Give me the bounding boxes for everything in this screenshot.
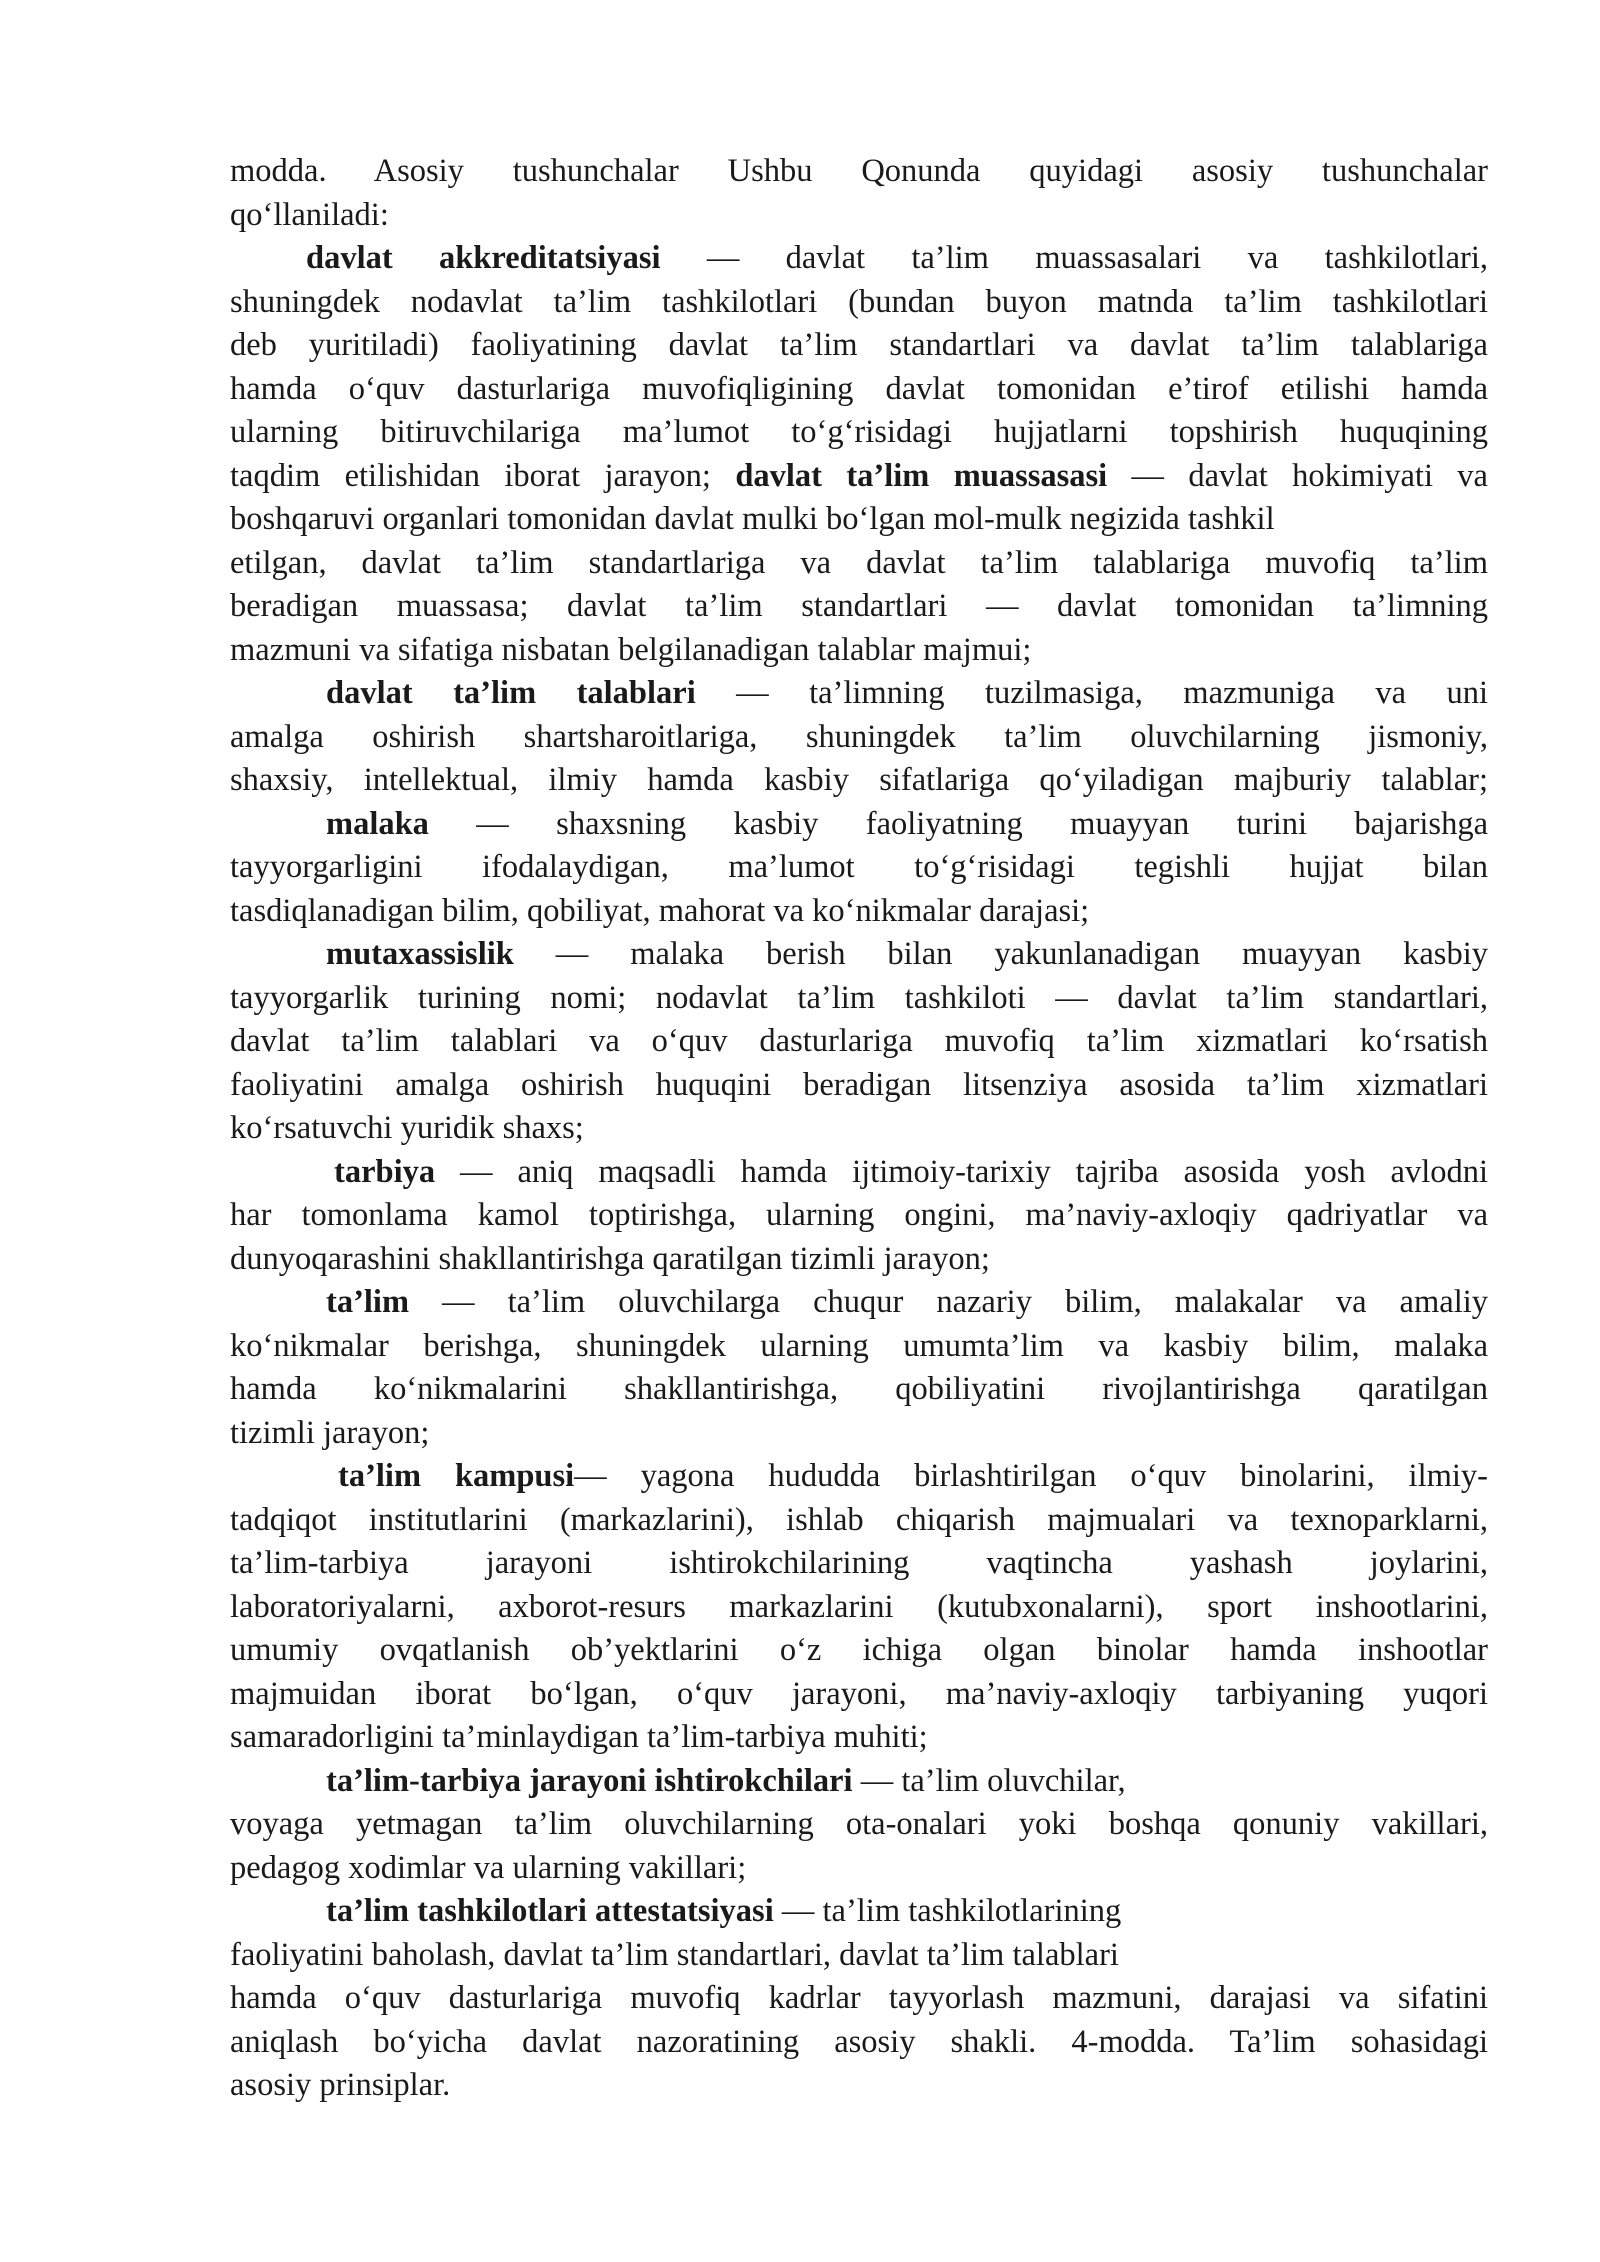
line-text: — malaka berish bilan yakunlanadigan muayyan kasbiy xyxy=(513,936,1488,972)
line-text: pedagog xodimlar va ularning vakillari; xyxy=(230,1849,747,1886)
term-bold: davlat ta’lim muassasasi xyxy=(735,457,1108,494)
term-bold: davlat akkreditatsiyasi xyxy=(306,240,661,276)
line-text: hamda o‘quv dasturlariga muvofiqligining davlat tomonidan e’tirof etilishi hamda xyxy=(230,370,1488,407)
line-text: majmuidan iborat bo‘lgan, o‘quv jarayoni, ma’naviy-axloqiy tarbiyaning yuqori xyxy=(230,1675,1488,1712)
text-line xyxy=(230,1281,1488,1325)
text-line xyxy=(230,1934,1488,1978)
text-line xyxy=(230,716,1488,760)
line-text: etilgan, davlat ta’lim standartlariga va davlat ta’lim talablariga muvofiq ta’lim xyxy=(230,544,1488,581)
line-text: qo‘llaniladi: xyxy=(230,196,389,233)
line-text: ta’lim-tarbiya jarayoni ishtirokchilarining vaqtincha yashash joylarini, xyxy=(230,1545,1488,1581)
line-text: — ta’lim oluvchilar, xyxy=(852,1762,1126,1799)
term-bold: malaka xyxy=(326,805,429,842)
line-text: aniqlash bo‘yicha davlat nazoratining asosiy shakli. 4-modda. Ta’lim sohasidagi xyxy=(230,2023,1488,2060)
term-bold: ta’lim kampusi xyxy=(338,1458,575,1494)
line-text: davlat ta’lim talablari va o‘quv dasturlariga muvofiq ta’lim xizmatlari ko‘rsatish xyxy=(230,1023,1488,1059)
text-line xyxy=(230,150,1488,194)
text-line xyxy=(230,1107,1488,1151)
line-text: hamda ko‘nikmalarini shakllantirishga, qobiliyatini rivojlantirishga qaratilgan xyxy=(230,1371,1488,1407)
text-line xyxy=(230,455,1488,499)
text-line xyxy=(230,1542,1488,1586)
text-line xyxy=(230,672,1488,716)
line-text: taqdim etilishidan iborat jarayon; xyxy=(230,457,736,494)
text-line xyxy=(230,1151,1488,1195)
term-bold: ta’lim-tarbiya jarayoni ishtirokchilari xyxy=(326,1762,853,1799)
line-text: — ta’lim oluvchilarga chuqur nazariy bilim, malakalar va amaliy xyxy=(409,1284,1488,1320)
text-line xyxy=(230,1586,1488,1630)
line-text: amalga oshirish shartsharoitlariga, shuningdek ta’lim oluvchilarning jismoniy, xyxy=(230,718,1488,755)
text-line xyxy=(230,846,1488,890)
line-text: asosiy prinsiplar. xyxy=(230,2067,451,2103)
line-text: laboratoriyalarni, axborot-resurs markazlarini (kutubxonalarni), sport inshootlarini, xyxy=(230,1588,1488,1625)
line-text: samaradorligini ta’minlaydigan ta’lim-tarbiya muhiti; xyxy=(230,1719,928,1755)
term-bold: mutaxassislik xyxy=(326,936,514,972)
line-text: boshqaruvi organlari tomonidan davlat mulki bo‘lgan mol-mulk negizida tashkil xyxy=(230,501,1275,537)
text-line xyxy=(230,803,1488,847)
text-line xyxy=(230,368,1488,412)
text-line xyxy=(230,1803,1488,1847)
text-line xyxy=(230,1673,1488,1717)
line-text: — shaxsning kasbiy faoliyatning muayyan turini bajarishga xyxy=(428,805,1488,842)
text-line xyxy=(230,542,1488,586)
term-bold: ta’lim tashkilotlari attestatsiyasi xyxy=(326,1893,774,1929)
line-text: ko‘rsatuvchi yuridik shaxs; xyxy=(230,1110,584,1146)
line-text: — ta’limning tuzilmasiga, mazmuniga va uni xyxy=(695,675,1488,711)
text-line xyxy=(230,194,1488,238)
term-bold: tarbiya xyxy=(334,1153,436,1190)
line-text: beradigan muassasa; davlat ta’lim standartlari — davlat tomonidan ta’limning xyxy=(230,588,1488,624)
line-text: deb yuritiladi) faoliyatining davlat ta’lim standartlari va davlat ta’lim talablariga xyxy=(230,327,1488,363)
text-line xyxy=(230,890,1488,934)
line-text: — aniq maqsadli hamda ijtimoiy-tarixiy tajriba asosida yosh avlodni xyxy=(435,1153,1488,1190)
text-line xyxy=(230,411,1488,455)
line-text: tayyorgarlik turining nomi; nodavlat ta’lim tashkiloti — davlat ta’lim standartlari, xyxy=(230,979,1488,1016)
text-line xyxy=(230,1194,1488,1238)
text-line xyxy=(230,2064,1488,2108)
text-line xyxy=(230,1629,1488,1673)
line-text: ularning bitiruvchilariga ma’lumot to‘g‘risidagi hujjatlarni topshirish huquqining xyxy=(230,414,1488,450)
line-text: shuningdek nodavlat ta’lim tashkilotlari (bundan buyon matnda ta’lim tashkilotlari xyxy=(230,283,1488,320)
text-line xyxy=(230,1325,1488,1369)
text-line xyxy=(230,1238,1488,1282)
text-line xyxy=(230,1368,1488,1412)
line-text: — davlat hokimiyati va xyxy=(1107,457,1488,494)
term-bold: ta’lim xyxy=(326,1284,410,1320)
text-line xyxy=(230,585,1488,629)
text-line xyxy=(230,759,1488,803)
text-line xyxy=(230,629,1488,673)
line-text: tadqiqot institutlarini (markazlarini), ishlab chiqarish majmualari va texnoparklarni, xyxy=(230,1501,1488,1538)
text-line xyxy=(230,1977,1488,2021)
text-line xyxy=(230,324,1488,368)
text-line xyxy=(230,1064,1488,1108)
line-text: dunyoqarashini shakllantirishga qaratilgan tizimli jarayon; xyxy=(230,1240,990,1277)
line-text: — davlat ta’lim muassasalari va tashkilotlari, xyxy=(660,240,1488,276)
line-text: hamda o‘quv dasturlariga muvofiq kadrlar tayyorlash mazmuni, darajasi va sifatini xyxy=(230,1980,1488,2016)
line-text: shaxsiy, intellektual, ilmiy hamda kasbiy sifatlariga qo‘yiladigan majburiy talablar; xyxy=(230,762,1488,798)
term-bold: davlat ta’lim talablari xyxy=(326,675,696,711)
text-line xyxy=(230,1412,1488,1456)
text-line xyxy=(230,1455,1488,1499)
text-line xyxy=(230,933,1488,977)
line-text: tizimli jarayon; xyxy=(230,1414,430,1451)
line-text: faoliyatini amalga oshirish huquqini beradigan litsenziya asosida ta’lim xizmatlari xyxy=(230,1066,1488,1103)
text-line xyxy=(230,237,1488,281)
line-text: ko‘nikmalar berishga, shuningdek ularning umumta’lim va kasbiy bilim, malaka xyxy=(230,1327,1488,1364)
line-text: modda. Asosiy tushunchalar Ushbu Qonunda quyidagi asosiy tushunchalar xyxy=(230,153,1488,189)
line-text: — ta’lim tashkilotlarining xyxy=(773,1893,1122,1929)
line-text: umumiy ovqatlanish ob’yektlarini o‘z ichiga olgan binolar hamda inshootlar xyxy=(230,1632,1488,1668)
line-text: — yagona hududda birlashtirilgan o‘quv binolarini, ilmiy- xyxy=(574,1458,1488,1494)
text-line xyxy=(230,1499,1488,1543)
text-line xyxy=(230,1716,1488,1760)
text-line xyxy=(230,1760,1488,1804)
line-text: har tomonlama kamol toptirishga, ularning ongini, ma’naviy-axloqiy qadriyatlar va xyxy=(230,1197,1488,1233)
text-line xyxy=(230,281,1488,325)
line-text: faoliyatini baholash, davlat ta’lim standartlari, davlat ta’lim talablari xyxy=(230,1936,1119,1973)
text-line xyxy=(230,1020,1488,1064)
line-text: voyaga yetmagan ta’lim oluvchilarning ota-onalari yoki boshqa qonuniy vakillari, xyxy=(230,1806,1488,1842)
text-line xyxy=(230,1890,1488,1934)
text-line xyxy=(230,977,1488,1021)
line-text: tayyorgarligini ifodalaydigan, ma’lumot to‘g‘risidagi tegishli hujjat bilan xyxy=(230,849,1488,885)
text-line xyxy=(230,498,1488,542)
line-text: tasdiqlanadigan bilim, qobiliyat, mahorat va ko‘nikmalar darajasi; xyxy=(230,892,1090,929)
text-line xyxy=(230,2021,1488,2065)
text-line xyxy=(230,1847,1488,1891)
document-page xyxy=(230,150,1488,2108)
line-text: mazmuni va sifatiga nisbatan belgilanadigan talablar majmui; xyxy=(230,631,1032,668)
